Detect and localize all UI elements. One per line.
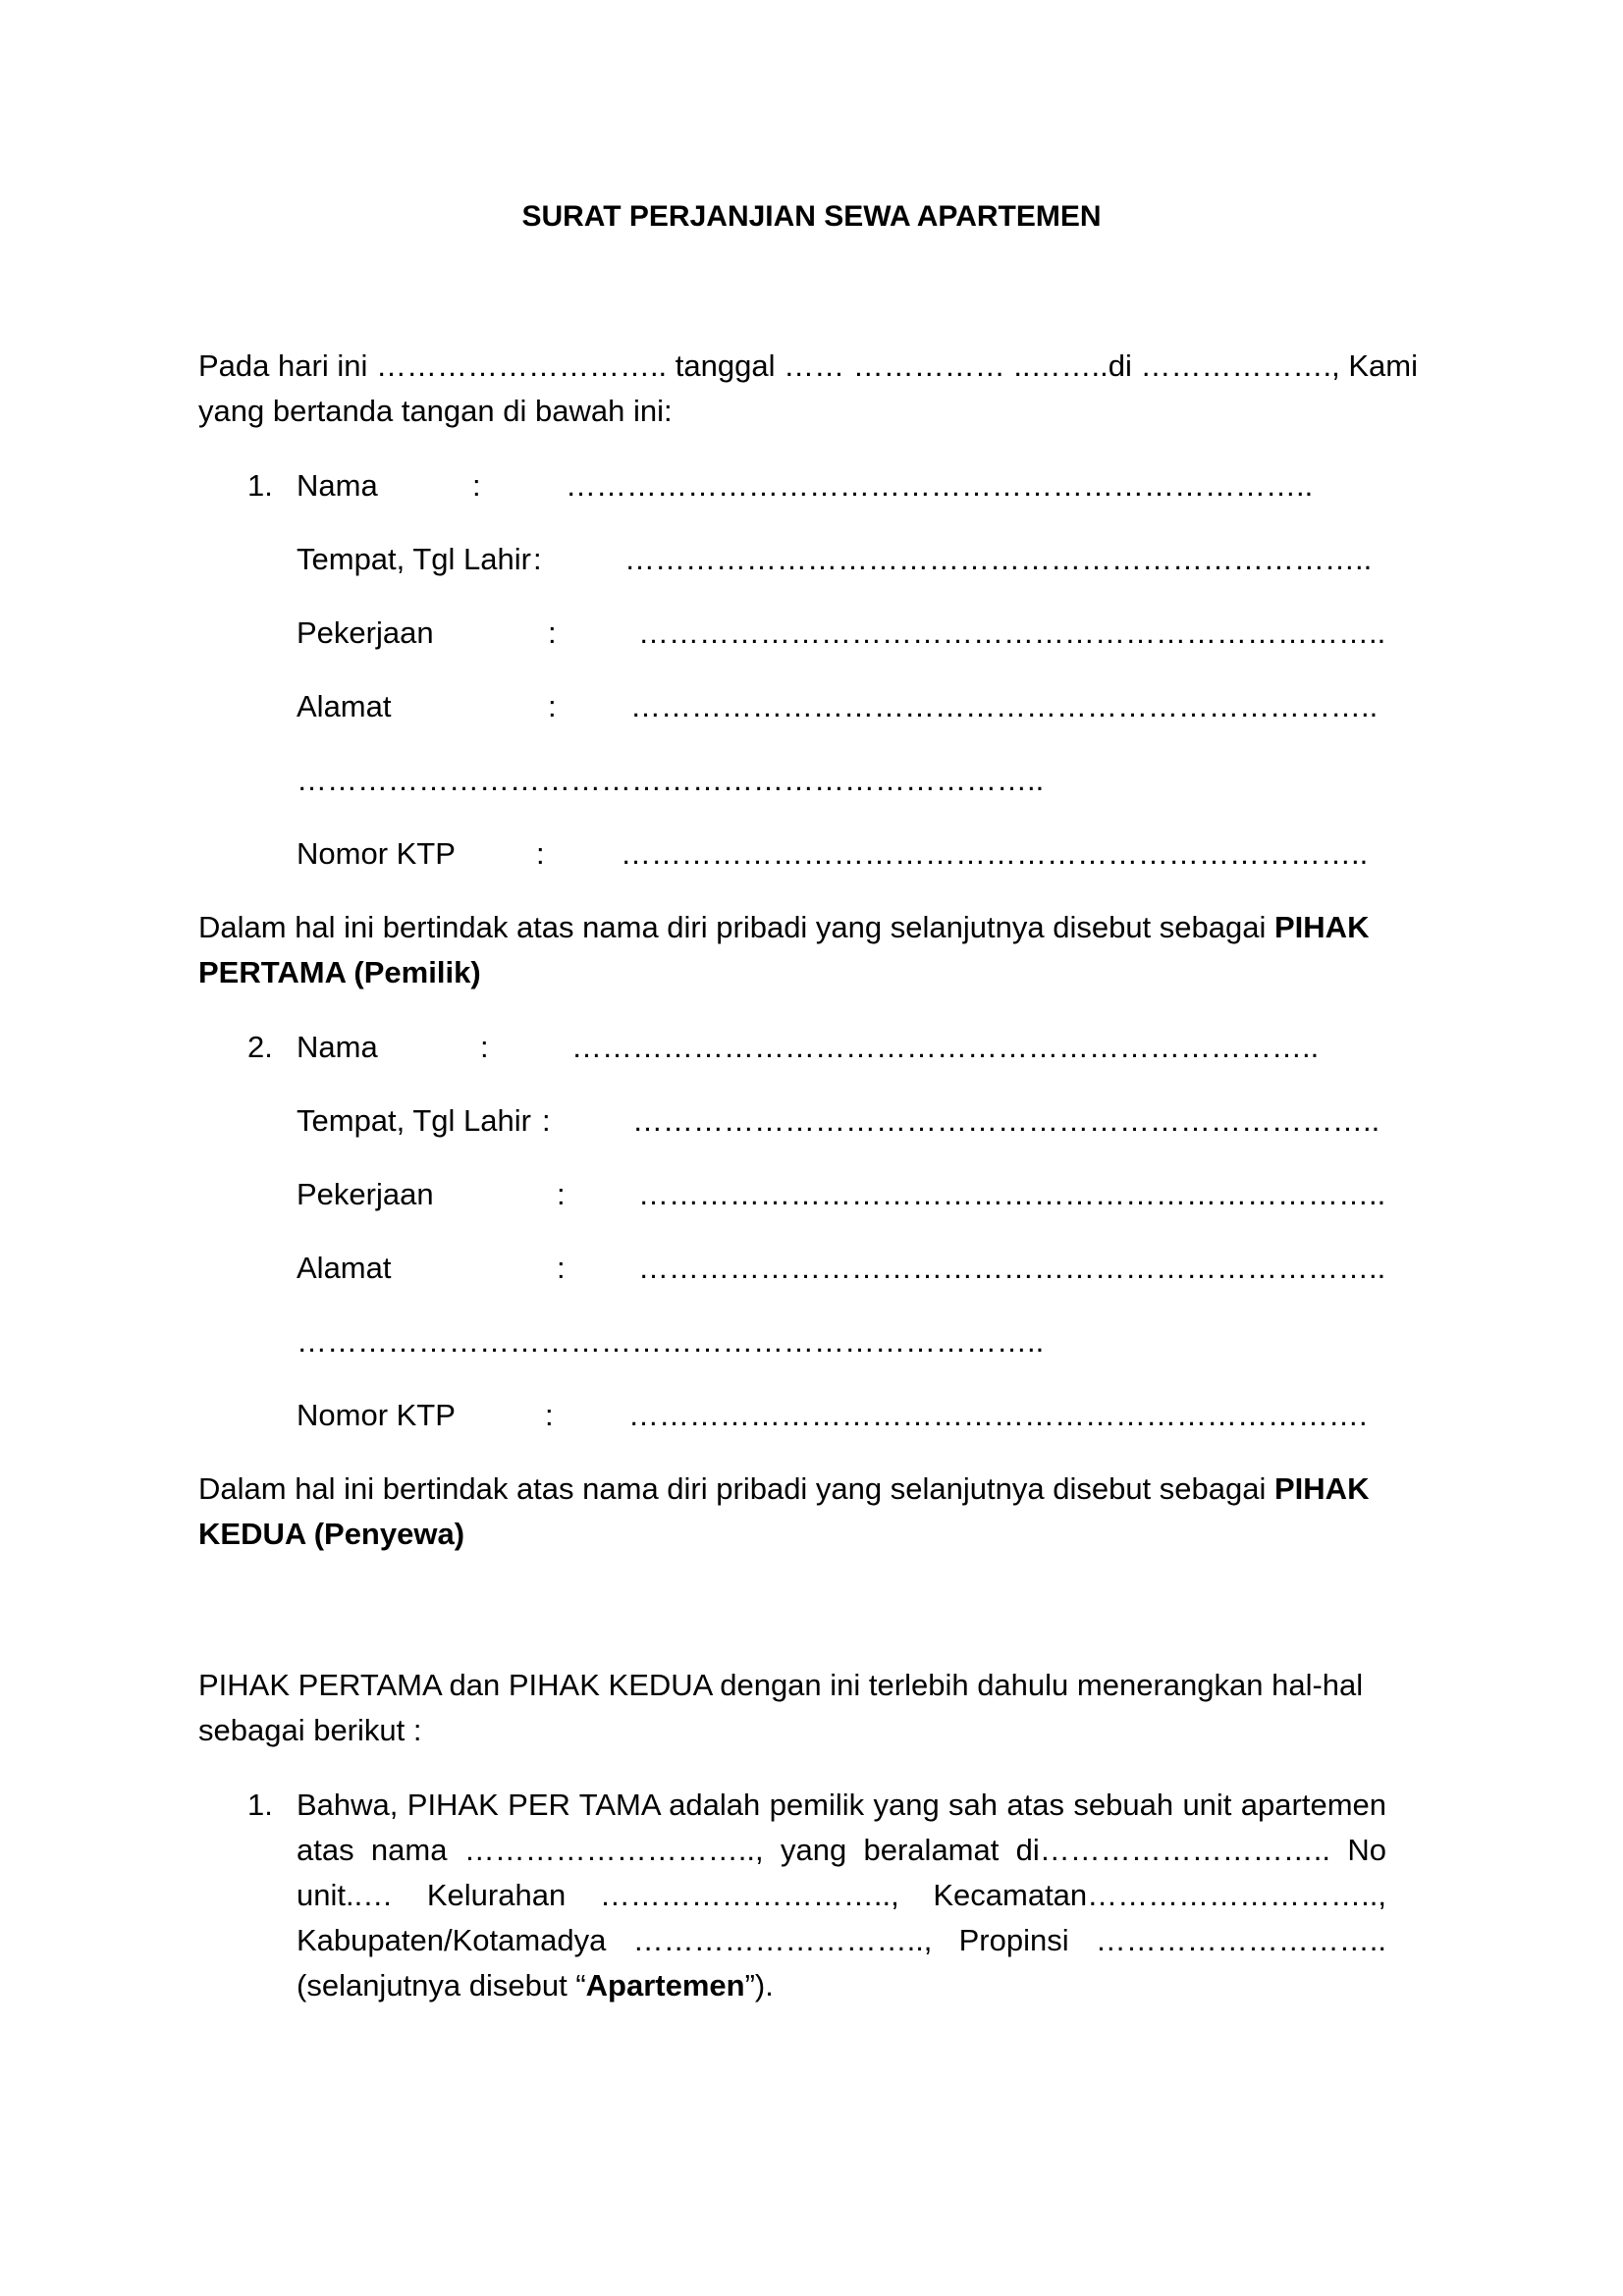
party1-job-field[interactable]: ……………………………………………………………….. — [638, 615, 1386, 650]
party1-job-colon: : — [548, 615, 557, 650]
party2-address-line2-field[interactable]: ……………………………………………………………….. — [297, 1324, 1045, 1359]
party2-job-colon: : — [557, 1177, 566, 1211]
party1-birth-label: Tempat, Tgl Lahir — [297, 542, 531, 576]
party1-address-field[interactable]: ……………………………………………………………….. — [630, 689, 1379, 723]
party1-address-line2-field[interactable]: ……………………………………………………………….. — [297, 763, 1045, 797]
party1-number: 1. — [247, 468, 273, 503]
party2-job-label: Pekerjaan — [297, 1177, 434, 1211]
recital1-text-end: ”). — [744, 1968, 774, 2002]
party2-birth-colon: : — [542, 1103, 551, 1138]
party2-ktp-label: Nomor KTP — [297, 1398, 456, 1432]
party1-ktp-label: Nomor KTP — [297, 836, 456, 871]
party1-ktp-colon: : — [536, 836, 545, 871]
party1-name-field[interactable]: ……………………………………………………………….. — [566, 468, 1314, 503]
intro-paragraph: Pada hari ini ……………………….. tanggal …… …………… ..……..di ………………., Kami yang bertanda tangan di bawah ini: — [198, 348, 1418, 428]
party2-name-field[interactable]: ……………………………………………………………….. — [571, 1030, 1320, 1064]
recital1-number: 1. — [247, 1788, 273, 1822]
party1-name-label: Nama — [297, 468, 378, 503]
party1-statement-text: Dalam hal ini bertindak atas nama diri pribadi yang selanjutnya disebut sebagai — [198, 910, 1274, 944]
party2-statement-text: Dalam hal ini bertindak atas nama diri pribadi yang selanjutnya disebut sebagai — [198, 1471, 1274, 1506]
party2-birth-label: Tempat, Tgl Lahir — [297, 1103, 531, 1138]
party1-address-label: Alamat — [297, 689, 392, 723]
document-title: SURAT PERJANJIAN SEWA APARTEMEN — [521, 200, 1102, 233]
party2-number: 2. — [247, 1030, 273, 1064]
party2-name-colon: : — [480, 1030, 489, 1064]
party2-address-colon: : — [557, 1251, 566, 1285]
party2-ktp-field[interactable]: ………………………………………………………………. — [628, 1398, 1368, 1432]
recital1-text-main: Bahwa, PIHAK PER TAMA adalah pemilik yang sah atas sebuah unit apartemen atas nama ……………………….., yang beralamat di……………………….. No unit..… Kelurahan ……………………….., Kecamatan……………………….., Kabupaten/Kotamadya ……………………….., Propinsi ……………………….. (selanjutnya disebut “ — [297, 1788, 1386, 2002]
party1-ktp-field[interactable]: ……………………………………………………………….. — [621, 836, 1369, 871]
recital-intro: PIHAK PERTAMA dan PIHAK KEDUA dengan ini terlebih dahulu menerangkan hal-hal sebagai berikut : — [198, 1668, 1364, 1747]
party1-job-label: Pekerjaan — [297, 615, 434, 650]
recital1-text — [297, 1783, 1386, 2008]
party2-address-label: Alamat — [297, 1251, 392, 1285]
party1-birth-field[interactable]: ……………………………………………………………….. — [624, 542, 1373, 576]
party1-birth-colon: : — [533, 542, 542, 576]
party2-job-field[interactable]: ……………………………………………………………….. — [638, 1177, 1386, 1211]
party2-birth-field[interactable]: ……………………………………………………………….. — [632, 1103, 1380, 1138]
party1-name-colon: : — [472, 468, 481, 503]
party2-role: PIHAK KEDUA (Penyewa) — [198, 1471, 1370, 1551]
party2-address-field[interactable]: ……………………………………………………………….. — [638, 1251, 1386, 1285]
party2-statement — [198, 1467, 1435, 1557]
party2-ktp-colon: : — [545, 1398, 554, 1432]
recital1-defined-term: Apartemen — [585, 1968, 745, 2002]
party1-statement — [198, 905, 1435, 995]
party2-name-label: Nama — [297, 1030, 378, 1064]
party1-address-colon: : — [548, 689, 557, 723]
party1-role: PIHAK PERTAMA (Pemilik) — [198, 910, 1370, 989]
